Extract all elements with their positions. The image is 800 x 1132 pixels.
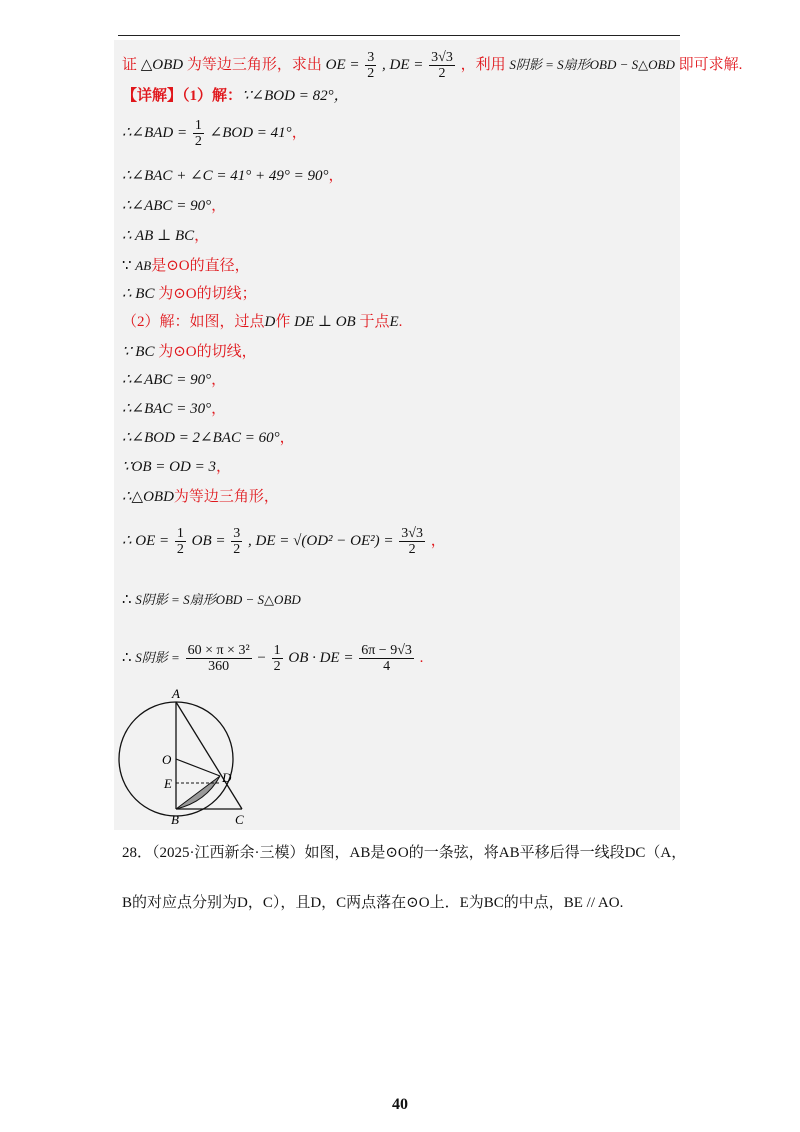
fraction: $\frac{3}{2}$	[233, 526, 241, 557]
solution-line-9	[122, 312, 402, 332]
math: ∵	[122, 258, 132, 274]
solution-line-5	[122, 196, 226, 216]
math: ∴	[122, 592, 132, 608]
math: ∴ BC	[122, 286, 155, 302]
math: , DE =	[382, 56, 424, 73]
math: S阴影 = S扇形OBD − S△OBD	[135, 592, 301, 607]
point-b-label: B	[171, 812, 179, 827]
math: OE =	[325, 56, 360, 73]
fraction: $\frac{1}{2}$	[273, 643, 281, 674]
text: （2）解：如图，过点	[122, 314, 265, 330]
text: ，利用	[460, 56, 506, 73]
text: ，	[211, 198, 227, 214]
solution-line-12	[122, 399, 226, 419]
fraction: $\frac{1}{2}$	[194, 118, 202, 149]
text: 为等边三角形，	[173, 489, 279, 505]
math: ∴∠BAC + ∠C = 41° + 49° = 90°	[122, 168, 329, 184]
solution-line-11	[122, 370, 226, 390]
math: ∵OB = OD = 3	[122, 459, 216, 475]
text: ，	[430, 532, 446, 549]
header-rule	[118, 35, 680, 36]
point-o-label: O	[162, 752, 172, 767]
math: ∵ BC	[122, 344, 155, 360]
solution-line-2	[122, 86, 349, 106]
segment-ac	[176, 702, 242, 809]
page-number: 40	[392, 1096, 408, 1113]
text: 是⊙O的直径，	[151, 258, 250, 274]
text: .	[398, 314, 403, 330]
math: S阴影 = S扇形OBD − S△OBD	[509, 56, 675, 72]
math: ∵∠BOD = 82°，	[242, 88, 349, 104]
math: AB	[135, 258, 152, 273]
point-c-label: C	[235, 812, 244, 827]
solution-line-7	[122, 256, 250, 276]
solution-line-14	[122, 457, 231, 477]
fraction: $\frac{\text{60 × π × 3²}}{360}$	[187, 643, 250, 674]
math: ∴∠BAD =	[122, 124, 188, 141]
math: −	[257, 649, 266, 666]
fraction: $\frac{1}{2}$	[176, 526, 184, 557]
text: 即可求解.	[678, 56, 743, 73]
math: ∴△OBD	[122, 489, 174, 505]
solution-line-8	[122, 284, 257, 304]
fraction: $\frac{3√3}{2}$	[431, 50, 453, 81]
math: ∴∠BAC = 30°	[122, 401, 212, 417]
solution-line-4	[122, 166, 344, 186]
math: OB =	[191, 532, 226, 549]
math: ∴ OE =	[122, 532, 170, 549]
label: 【详解】（1）解：	[122, 88, 243, 104]
question-28-line-1: 28．（2025·江西新余·三模）如图，AB是⊙O的一条弦，将AB平移后得一线段DC（A，	[122, 845, 687, 861]
text: 为等边三角形，求出	[186, 56, 322, 73]
text: ，	[194, 228, 210, 244]
solution-line-6	[122, 226, 209, 246]
math: ∴ AB ⊥ BC	[122, 228, 195, 244]
math: S阴影 =	[135, 649, 180, 665]
math: ∴	[122, 649, 132, 666]
solution-line-17	[122, 590, 301, 610]
math: ∴∠ABC = 90°	[122, 198, 212, 214]
point-e-label: E	[164, 776, 172, 791]
text: ，	[291, 124, 307, 141]
text: ，	[328, 168, 344, 184]
solution-line-10	[122, 342, 257, 362]
point-d-label: D	[222, 770, 232, 785]
solution-line-3	[122, 118, 307, 149]
math: DE ⊥ OB	[294, 314, 356, 330]
solution-line-18	[122, 643, 423, 674]
math: ∴∠BOD = 2∠BAC = 60°	[122, 430, 280, 446]
math: ∴∠ABC = 90°	[122, 372, 212, 388]
text: ，	[215, 459, 231, 475]
math: D	[264, 314, 276, 330]
math: E	[389, 314, 399, 330]
fraction: $\frac{3}{2}$	[367, 50, 375, 81]
math: ∠BOD = 41°	[209, 124, 292, 141]
geometry-figure	[116, 684, 246, 829]
text: 证	[122, 56, 138, 73]
text: 为⊙O的切线；	[158, 286, 257, 302]
text: ，	[211, 372, 227, 388]
math: , DE = √(OD² − OE²) =	[248, 532, 394, 549]
solution-line-13	[122, 428, 295, 448]
point-a-label: A	[172, 686, 180, 701]
text: ，	[279, 430, 295, 446]
text: .	[419, 649, 424, 666]
shaded-region	[176, 776, 220, 809]
fraction: $\frac{3√3}{2}$	[401, 526, 423, 557]
fraction: $\frac{6\pi - 9√3}{4}$	[361, 643, 412, 674]
text: ，	[211, 401, 227, 417]
solution-line-16	[122, 526, 446, 557]
text: 为⊙O的切线，	[158, 344, 257, 360]
solution-line-15	[122, 487, 279, 507]
math: OB · DE =	[288, 649, 354, 666]
math: △OBD	[140, 56, 184, 73]
text: 于点	[359, 314, 390, 330]
question-28-line-2: B的对应点分别为D，C），且D，C两点落在⊙O上．E为BC的中点，BE // AO.	[122, 895, 624, 911]
text: 作	[275, 314, 291, 330]
solution-line-1	[122, 50, 742, 81]
